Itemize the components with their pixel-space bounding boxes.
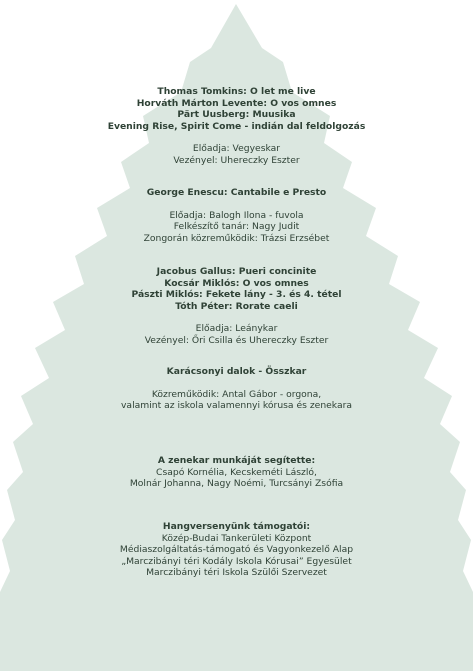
sponsor-line: Marczibányi téri Iskola Szülői Szervezet	[146, 567, 327, 579]
orchestra-heading: A zenekar munkáját segítette:	[157, 455, 316, 466]
sponsor-line: Médiaszolgáltatás-támogató és Vagyonkezelő Alap	[119, 544, 354, 556]
helper-names: Csapó Kornélia, Kecskeméti László,	[156, 466, 317, 478]
work-title: Pászti Miklós: Fekete lány - 3. és 4. tétel	[131, 289, 342, 301]
program-section-1	[0, 86, 473, 167]
conductor-line: Vezényel: Őri Csilla és Uhereczky Eszter	[144, 334, 329, 346]
sponsors	[0, 521, 473, 579]
accompanist-line: Zongorán közreműködik: Trázsi Erzsébet	[143, 232, 330, 244]
credit-line: valamint az iskola valamennyi kórusa és zenekara	[121, 400, 352, 412]
program-section-2	[0, 187, 473, 244]
work-title: Jacobus Gallus: Pueri concinite	[156, 266, 317, 277]
sponsor-line: „Marczibányi téri Kodály Iskola Kórusai” Egyesület	[121, 555, 352, 567]
work-title: Pärt Uusberg: Muusika	[177, 109, 296, 121]
performer-line: Előadja: Leánykar	[195, 323, 278, 335]
program-section-3	[0, 266, 473, 347]
performer-line: Előadja: Balogh Ilona - fuvola	[169, 209, 304, 221]
work-title: Karácsonyi dalok - Összkar	[166, 366, 307, 377]
work-title: Kocsár Miklós: O vos omnes	[164, 277, 309, 289]
orchestra-helpers	[0, 455, 473, 490]
work-title: Thomas Tomkins: O let me live	[157, 86, 316, 97]
work-title: Horváth Márton Levente: O vos omnes	[136, 97, 337, 109]
work-title: Tóth Péter: Rorate caeli	[175, 300, 298, 312]
performer-line: Előadja: Vegyeskar	[192, 143, 281, 155]
conductor-line: Vezényel: Uhereczky Eszter	[173, 154, 300, 166]
sponsor-line: Közép-Budai Tankerületi Központ	[161, 532, 312, 544]
program-section-4	[0, 366, 473, 412]
teacher-line: Felkészítő tanár: Nagy Judit	[173, 221, 300, 233]
helper-names: Molnár Johanna, Nagy Noémi, Turcsányi Zsófia	[129, 478, 344, 490]
credit-line: Közreműködik: Antal Gábor - orgona,	[151, 388, 322, 400]
sponsors-heading: Hangversenyünk támogatói:	[162, 521, 311, 532]
work-title: George Enescu: Cantabile e Presto	[146, 187, 327, 198]
work-title: Evening Rise, Spirit Come - indián dal feldolgozás	[107, 120, 366, 132]
